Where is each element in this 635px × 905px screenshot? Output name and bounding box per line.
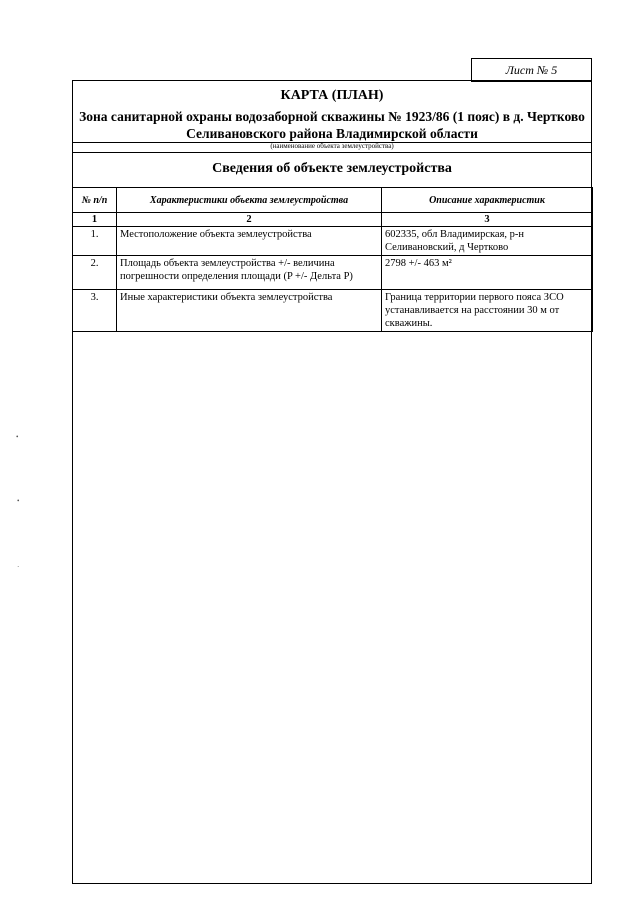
column-number: 1 <box>73 213 117 227</box>
scan-speck: • <box>16 433 19 441</box>
column-number-row <box>73 213 593 227</box>
sheet-number-label: Лист № 5 <box>505 62 558 77</box>
row-description: 2798 +/- 463 м² <box>382 256 593 290</box>
table-header-row <box>73 188 593 213</box>
document-subtitle: Зона санитарной охраны водозаборной скважины № 1923/86 (1 пояс) в д. Чертково Селивановского района Владимирской области <box>79 109 585 141</box>
document-title: КАРТА (ПЛАН) <box>280 88 384 103</box>
caption-bottom-rule <box>72 152 592 153</box>
row-number: 3. <box>73 290 117 332</box>
header-characteristic: Характеристики объекта землеустройства <box>117 188 382 213</box>
scan-speck: · <box>17 563 20 571</box>
row-number: 1. <box>73 227 117 256</box>
row-description: 602335, обл Владимирская, р-н Селивановский, д Чертково <box>382 227 593 256</box>
section-title: Сведения об объекте землеустройства <box>212 161 452 176</box>
sheet-number-box <box>471 58 592 82</box>
row-characteristic: Местоположение объекта землеустройства <box>117 227 382 256</box>
table-row <box>73 227 593 256</box>
column-number: 3 <box>382 213 593 227</box>
object-name-caption: (наименование объекта землеустройства) <box>270 142 394 150</box>
header-number: № п/п <box>73 188 117 213</box>
row-characteristic: Иные характеристики объекта землеустройства <box>117 290 382 332</box>
row-characteristic: Площадь объекта землеустройства +/- величина погрешности определения площади (P +/- Дельта P) <box>117 256 382 290</box>
row-description: Граница территории первого пояса ЗСО устанавливается на расстоянии 30 м от скважины. <box>382 290 593 332</box>
scan-speck: • <box>17 497 20 505</box>
object-info-table <box>72 187 593 332</box>
table-row <box>73 290 593 332</box>
row-number: 2. <box>73 256 117 290</box>
table-row <box>73 256 593 290</box>
header-description: Описание характеристик <box>382 188 593 213</box>
column-number: 2 <box>117 213 382 227</box>
